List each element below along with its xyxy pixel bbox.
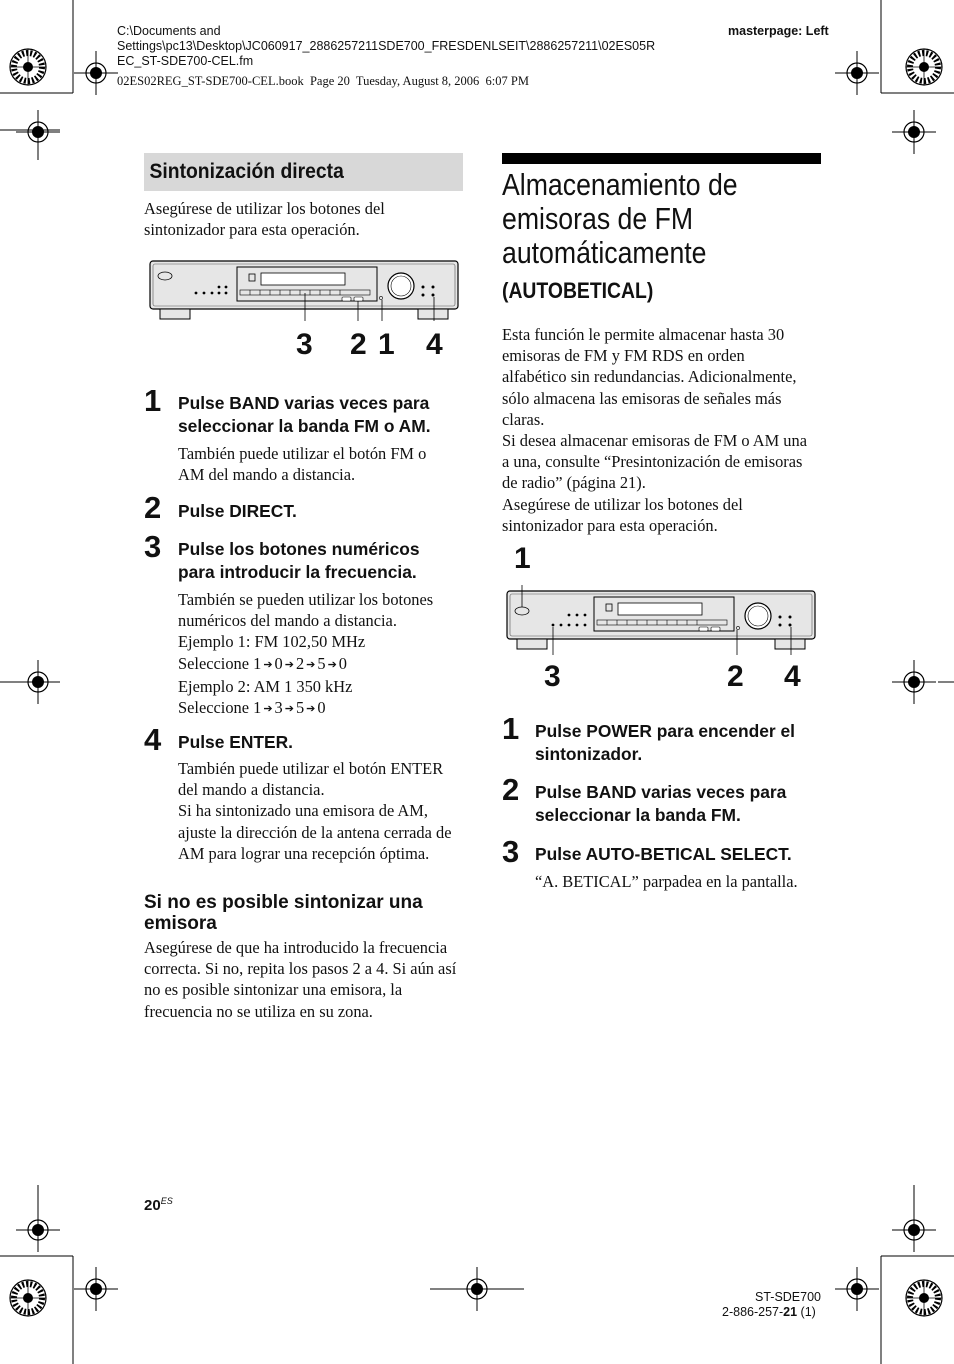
text-line: automáticamente bbox=[502, 235, 707, 270]
page-number bbox=[144, 1196, 173, 1214]
text-line: emisoras de FM y FM RDS en orden bbox=[502, 346, 745, 366]
text-line: Pulse DIRECT. bbox=[178, 501, 297, 521]
text-line: Pulse AUTO-BETICAL SELECT. bbox=[535, 844, 792, 864]
digit: 0 bbox=[274, 653, 283, 673]
left-intro bbox=[144, 198, 385, 240]
text-span: 2-886-257- bbox=[722, 1305, 784, 1319]
step-title bbox=[178, 538, 420, 584]
text-line: Asegúrese de que ha introducido la frecuencia bbox=[144, 938, 448, 957]
digit: 0 bbox=[338, 653, 347, 673]
step-title bbox=[178, 392, 431, 438]
callout-2: 2 bbox=[350, 328, 367, 361]
text-span: Seleccione bbox=[178, 698, 249, 718]
digit: 5 bbox=[295, 698, 305, 718]
example-1-sequence bbox=[178, 653, 433, 676]
callout-4: 4 bbox=[784, 660, 801, 693]
text-line: no es posible sintonizar una emisora, la bbox=[144, 980, 403, 1000]
step-title bbox=[535, 720, 795, 766]
text-line: Si no es posible sintonizar una bbox=[144, 892, 423, 913]
digit: 3 bbox=[274, 698, 283, 718]
text-line: numéricos del mando a distancia. bbox=[178, 611, 397, 631]
text-line: Pulse POWER para encender el bbox=[535, 721, 795, 741]
text-line: sintonizador. bbox=[535, 744, 643, 764]
step-number: 2 bbox=[502, 772, 520, 807]
step-number: 1 bbox=[144, 383, 162, 418]
text-line: Pulse los botones numéricos bbox=[178, 539, 420, 559]
callout-1: 1 bbox=[514, 542, 531, 575]
arrow-right-icon: ➔ bbox=[284, 703, 294, 716]
file-path-line: C:\Documents and bbox=[117, 24, 221, 38]
text-line: de radio” (página 21). bbox=[502, 473, 646, 493]
text-line: Almacenamiento de bbox=[502, 167, 738, 202]
step-title bbox=[178, 500, 297, 523]
step-body bbox=[178, 443, 426, 485]
text-line: a una, consulte “Presintonización de emisoras bbox=[502, 452, 803, 472]
step-body bbox=[178, 758, 451, 864]
file-path-line: EC_ST-SDE700-CEL.fm bbox=[117, 54, 254, 68]
callout-1: 1 bbox=[378, 328, 395, 361]
text-line: alfabético sin redundancias. Adicionalmente, bbox=[502, 367, 797, 387]
title-rule bbox=[502, 153, 821, 164]
text-line: Ejemplo 2: AM 1 350 kHz bbox=[178, 676, 353, 696]
footer-model: ST-SDE700 bbox=[755, 1290, 822, 1304]
page-number-value: 20 bbox=[144, 1197, 161, 1214]
step-title bbox=[535, 843, 792, 866]
text-line: emisora bbox=[144, 913, 217, 934]
right-body bbox=[502, 324, 807, 536]
step-number: 3 bbox=[502, 834, 520, 869]
text-line: ajuste la dirección de la antena cerrada de bbox=[178, 822, 452, 842]
footer-code bbox=[722, 1305, 816, 1320]
text-line: “A. BETICAL” parpadea en la pantalla. bbox=[535, 872, 798, 891]
text-line: Ejemplo 1: FM 102,50 MHz bbox=[178, 632, 366, 652]
text-line: También puede utilizar el botón FM o bbox=[178, 444, 427, 463]
digit: 5 bbox=[317, 653, 326, 673]
page-number-lang: ES bbox=[160, 1196, 173, 1206]
step-title bbox=[535, 781, 786, 827]
masterpage-label: masterpage: Left bbox=[728, 24, 829, 38]
text-line: AM del mando a distancia. bbox=[178, 465, 356, 485]
text-line: Pulse BAND varias veces para bbox=[535, 782, 787, 802]
step-title bbox=[178, 731, 293, 754]
right-subtitle: (AUTOBETICAL) bbox=[502, 278, 654, 303]
text-line: sintonizador para esta operación. bbox=[502, 515, 718, 535]
tuner-illustration-direct bbox=[148, 259, 460, 321]
subsection-body bbox=[144, 937, 456, 1022]
digit: 1 bbox=[253, 653, 262, 673]
text-line: Asegúrese de utilizar los botones del bbox=[144, 199, 385, 218]
text-line: correcta. Si no, repita los pasos 2 a 4. Si aún así bbox=[144, 959, 457, 979]
arrow-right-icon: ➔ bbox=[263, 703, 273, 716]
text-line: claras. bbox=[502, 409, 545, 429]
text-line: Si ha sintonizado una emisora de AM, bbox=[178, 801, 428, 821]
text-line: También puede utilizar el botón ENTER bbox=[178, 759, 444, 778]
text-line: AM para lograr una recepción óptima. bbox=[178, 843, 430, 863]
text-line: Pulse ENTER. bbox=[178, 732, 294, 752]
text-line: Asegúrese de utilizar los botones del bbox=[502, 494, 743, 514]
text-line: Pulse BAND varias veces para bbox=[178, 393, 430, 413]
left-section-title-box bbox=[144, 153, 463, 191]
digit: 1 bbox=[253, 698, 262, 718]
callout-3: 3 bbox=[296, 328, 313, 361]
callout-4: 4 bbox=[426, 328, 443, 361]
callout-3: 3 bbox=[544, 660, 561, 693]
text-line: del mando a distancia. bbox=[178, 780, 325, 800]
text-span: 21 bbox=[783, 1305, 798, 1319]
step-body bbox=[535, 871, 798, 892]
text-line: seleccionar la banda FM. bbox=[535, 805, 741, 825]
file-path-line: Settings\pc13\Desktop\JC060917_2886257211SDE700_FRESDENLSEIT\2886257211\02ES05R bbox=[117, 39, 656, 53]
arrow-right-icon: ➔ bbox=[284, 658, 294, 671]
step-number: 4 bbox=[144, 722, 162, 757]
tuner-illustration-autobetical bbox=[505, 585, 817, 655]
digit: 2 bbox=[295, 653, 305, 673]
text-line: frecuencia no se utiliza en su zona. bbox=[144, 1001, 373, 1021]
text-line: emisoras de FM bbox=[502, 201, 694, 236]
text-line: También se pueden utilizar los botones bbox=[178, 590, 434, 609]
text-line: sintonizador para esta operación. bbox=[144, 220, 360, 240]
arrow-right-icon: ➔ bbox=[306, 658, 316, 671]
left-section-title: Sintonización directa bbox=[149, 160, 344, 183]
step-number: 3 bbox=[144, 529, 162, 564]
text-line: Si desea almacenar emisoras de FM o AM una bbox=[502, 431, 807, 451]
example-2-sequence bbox=[178, 697, 433, 720]
arrow-right-icon: ➔ bbox=[327, 658, 337, 671]
text-span: (1) bbox=[797, 1305, 816, 1319]
text-span: Seleccione bbox=[178, 653, 249, 673]
text-line: seleccionar la banda FM o AM. bbox=[178, 416, 431, 436]
file-path bbox=[117, 24, 655, 69]
step-number: 2 bbox=[144, 490, 162, 525]
step-number: 1 bbox=[502, 711, 520, 746]
subsection-title bbox=[144, 892, 423, 934]
right-title bbox=[502, 168, 738, 270]
text-line: para introducir la frecuencia. bbox=[178, 562, 417, 582]
book-line: 02ES02REG_ST-SDE700-CEL.book Page 20 Tuesday, August 8, 2006 6:07 PM bbox=[117, 74, 529, 88]
arrow-right-icon: ➔ bbox=[306, 703, 316, 716]
digit: 0 bbox=[317, 698, 326, 718]
callout-2: 2 bbox=[727, 660, 744, 693]
text-line: Esta función le permite almacenar hasta 30 bbox=[502, 325, 785, 344]
arrow-right-icon: ➔ bbox=[263, 658, 273, 671]
step-body bbox=[178, 589, 433, 720]
text-line: sólo almacena las emisoras de señales más bbox=[502, 388, 782, 408]
